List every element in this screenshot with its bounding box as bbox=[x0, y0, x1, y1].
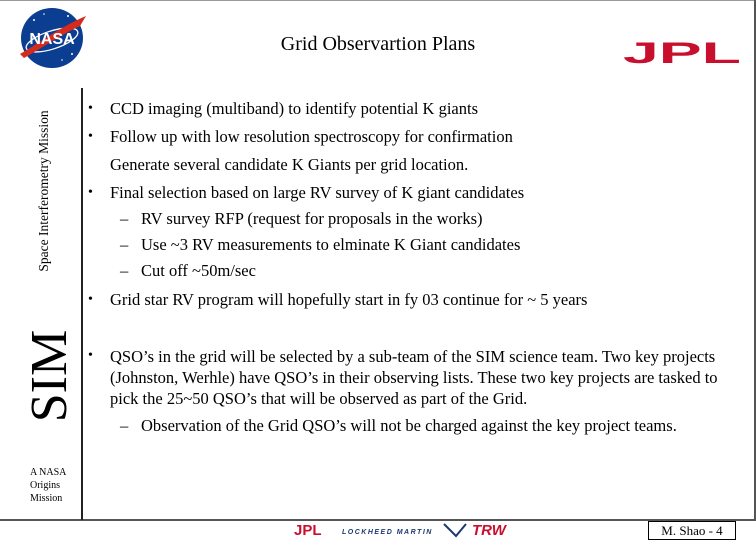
footer-jpl-logo: JPL bbox=[294, 522, 322, 539]
subbullet-mark: – bbox=[120, 235, 129, 254]
bullet-text: Final selection based on large RV survey of K giant candidates bbox=[110, 183, 525, 202]
frame-top bbox=[0, 0, 756, 1]
bullet-text: CCD imaging (multiband) to identify potential K giants bbox=[110, 99, 478, 118]
origins-line: Origins bbox=[30, 480, 60, 491]
bullet-mark: • bbox=[88, 101, 93, 116]
bullet-mark: • bbox=[88, 129, 93, 144]
subbullet-mark: – bbox=[120, 261, 129, 280]
origins-line: Mission bbox=[30, 493, 63, 504]
page-title: Grid Observartion Plans bbox=[280, 33, 476, 55]
mission-label: Space Interferometry Mission bbox=[36, 110, 51, 272]
subbullet-text: RV survey RFP (request for proposals in the works) bbox=[141, 209, 483, 228]
bullet-text: Grid star RV program will hopefully start in fy 03 continue for ~ 5 years bbox=[110, 290, 588, 309]
jpl-logo-text: JPL bbox=[623, 40, 741, 64]
subbullet-text: Cut off ~50m/sec bbox=[141, 261, 256, 280]
footer-lockheed-logo: LOCKHEED MARTIN bbox=[342, 529, 433, 536]
subbullet-mark: – bbox=[120, 416, 129, 435]
subbullet-text: Observation of the Grid QSO’s will not be charged against the key project teams. bbox=[141, 416, 677, 435]
origins-line: A NASA bbox=[30, 467, 67, 478]
bullet-mark: • bbox=[88, 185, 93, 200]
lockheed-star-icon bbox=[444, 524, 466, 536]
bullet-mark: • bbox=[88, 292, 93, 307]
page-number: M. Shao - 4 bbox=[648, 521, 736, 540]
bullet-mark: • bbox=[88, 348, 93, 363]
subbullet-text: Use ~3 RV measurements to elminate K Giant candidates bbox=[141, 235, 521, 254]
origins-label bbox=[30, 466, 66, 505]
bullet-text: Follow up with low resolution spectroscopy for confirmation bbox=[110, 127, 513, 146]
bullet-paragraph: QSO’s in the grid will be selected by a sub-team of the SIM science team. Two key projects (Johnston, Werhle) have QSO’s in their observing lists. These two key projects are tasked to pick the 25~50 QSO’s that will be observed as part of the Grid. bbox=[110, 347, 718, 408]
footer-trw-logo: TRW bbox=[472, 522, 506, 539]
subbullet-mark: – bbox=[120, 209, 129, 228]
sim-label: SIM bbox=[21, 329, 78, 423]
nasa-logo-text: NASA bbox=[29, 31, 75, 48]
sidebar-divider bbox=[81, 88, 83, 520]
footer-logos bbox=[294, 520, 508, 540]
bullet-continuation: Generate several candidate K Giants per grid location. bbox=[110, 155, 469, 174]
